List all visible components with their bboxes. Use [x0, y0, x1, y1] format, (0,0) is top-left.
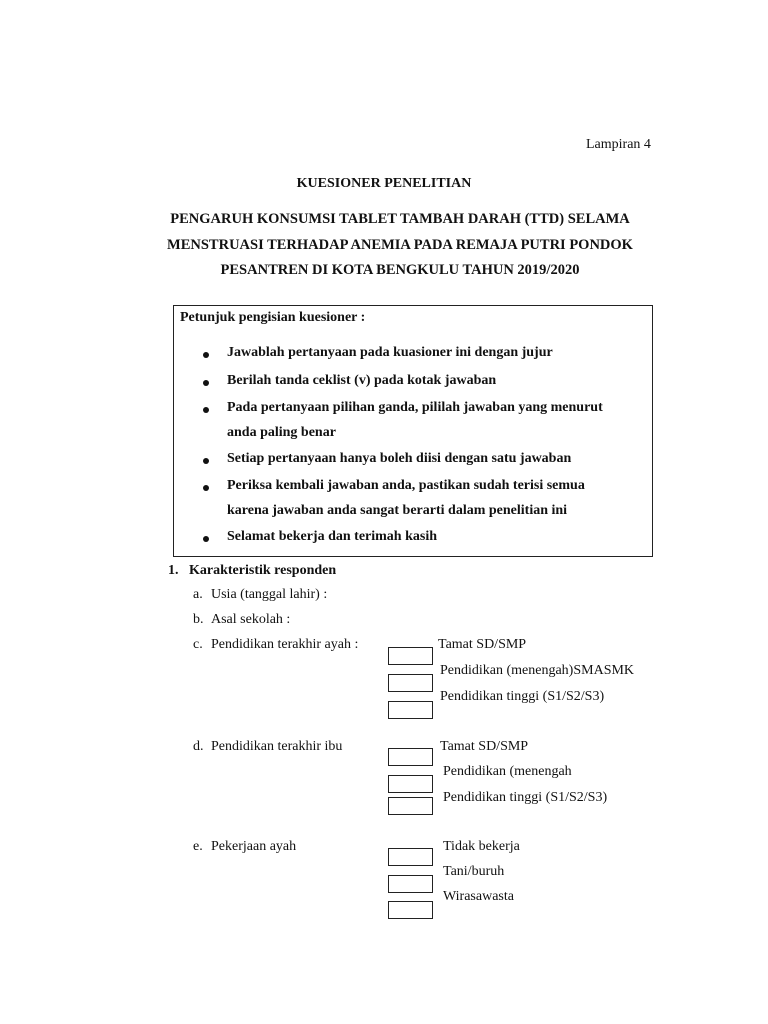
instruction-item-6: Selamat bekerja dan terimah kasih: [227, 529, 437, 544]
appendix-label: Lampiran 4: [586, 137, 651, 152]
question-label: Pendidikan terakhir ibu: [211, 739, 343, 754]
question-label: Usia (tanggal lahir) :: [211, 587, 328, 602]
question-d: [193, 739, 342, 755]
checkbox-e-option-3[interactable]: [388, 901, 433, 919]
question-b: [193, 612, 290, 628]
checkbox-d-option-1[interactable]: [388, 748, 433, 766]
subtitle-line-3: PESANTREN DI KOTA BENGKULU TAHUN 2019/2020: [220, 262, 580, 278]
checkbox-d-option-2[interactable]: [388, 775, 433, 793]
bullet-icon: [203, 485, 209, 491]
bullet-icon: [203, 380, 209, 386]
checkbox-d-option-3[interactable]: [388, 797, 433, 815]
question-c: [193, 637, 358, 653]
option-d-1: Tamat SD/SMP: [440, 739, 529, 754]
option-e-1: Tidak bekerja: [443, 839, 520, 854]
option-e-2: Tani/buruh: [443, 864, 505, 879]
option-d-2: Pendidikan (menengah: [443, 764, 572, 779]
checkbox-c-option-1[interactable]: [388, 647, 433, 665]
option-d-3: Pendidikan tinggi (S1/S2/S3): [443, 790, 608, 805]
option-c-3: Pendidikan tinggi (S1/S2/S3): [440, 689, 605, 704]
instruction-item-3: Pada pertanyaan pilihan ganda, pililah jawaban yang menurut: [227, 400, 603, 415]
question-letter: e.: [193, 839, 203, 854]
bullet-icon: [203, 407, 209, 413]
question-letter: b.: [193, 612, 204, 627]
question-letter: d.: [193, 739, 204, 754]
bullet-icon: [203, 352, 209, 358]
question-letter: a.: [193, 587, 203, 602]
subtitle-line-2: MENSTRUASI TERHADAP ANEMIA PADA REMAJA PUTRI PONDOK: [167, 237, 633, 253]
question-label: Pendidikan terakhir ayah :: [211, 637, 359, 652]
instruction-item-5-continued: karena jawaban anda sangat berarti dalam penelitian ini: [227, 503, 568, 518]
option-c-2: Pendidikan (menengah)SMASMK: [440, 663, 635, 678]
question-a: [193, 587, 327, 603]
checkbox-c-option-3[interactable]: [388, 701, 433, 719]
question-e: [193, 839, 296, 855]
question-letter: c.: [193, 637, 203, 652]
document-title: KUESIONER PENELITIAN: [296, 176, 472, 191]
instruction-item-3-continued: anda paling benar: [227, 425, 336, 440]
subtitle-line-1: PENGARUH KONSUMSI TABLET TAMBAH DARAH (TTD) SELAMA: [170, 211, 630, 227]
checkbox-c-option-2[interactable]: [388, 674, 433, 692]
instruction-item-2: Berilah tanda ceklist (v) pada kotak jawaban: [227, 373, 497, 388]
bullet-icon: [203, 458, 209, 464]
question-label: Asal sekolah :: [211, 612, 291, 627]
section-heading: 1. Karakteristik responden: [168, 563, 337, 578]
bullet-icon: [203, 536, 209, 542]
instruction-item-5: Periksa kembali jawaban anda, pastikan sudah terisi semua: [227, 478, 585, 493]
option-c-1: Tamat SD/SMP: [438, 637, 527, 652]
checkbox-e-option-2[interactable]: [388, 875, 433, 893]
instructions-heading: Petunjuk pengisian kuesioner :: [180, 310, 366, 325]
question-label: Pekerjaan ayah: [211, 839, 297, 854]
instruction-item-1: Jawablah pertanyaan pada kuasioner ini dengan jujur: [227, 345, 553, 360]
instruction-item-4: Setiap pertanyaan hanya boleh diisi dengan satu jawaban: [227, 451, 572, 466]
checkbox-e-option-1[interactable]: [388, 848, 433, 866]
option-e-3: Wirasawasta: [443, 889, 514, 904]
